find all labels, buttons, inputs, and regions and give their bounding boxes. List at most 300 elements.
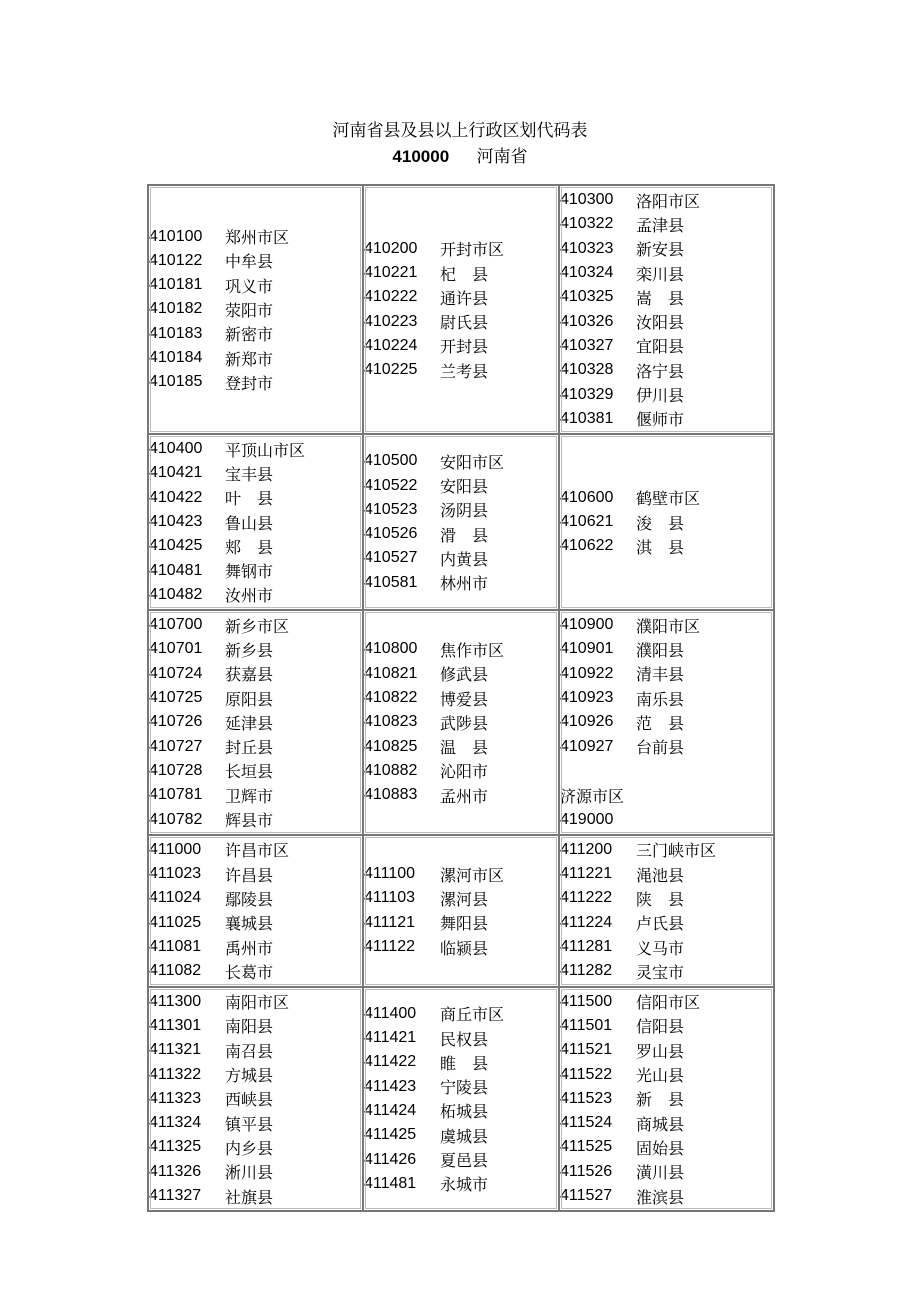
division-code: 411023 [149,865,202,883]
division-name: 尉氏县 [440,313,489,333]
city-cell [148,434,363,610]
division-code: 411522 [560,1065,613,1083]
division-code: 410182 [149,300,203,318]
division-code: 411000 [149,840,202,858]
division-code: 411300 [149,992,202,1010]
list-item [560,886,773,910]
list-item [560,613,773,637]
division-code: 410526 [364,525,418,543]
list-item [364,662,558,686]
division-name: 新密市 [225,325,274,345]
division-code: 410600 [560,488,614,506]
division-code: 410782 [149,810,203,828]
list-item [149,1038,362,1062]
division-code: 410222 [364,288,418,306]
division-name: 民权县 [440,1029,489,1049]
list-item [560,510,773,534]
division-name: 罗山县 [636,1041,685,1061]
list-item [149,273,362,297]
division-code: 410725 [149,689,203,707]
list-item [149,461,362,485]
division-code: 410423 [149,513,203,530]
division-name: 孟州市 [440,786,489,806]
division-name: 临颍县 [440,938,489,958]
list-item [149,249,362,273]
division-code: 411221 [560,865,613,883]
city-cell [559,434,774,610]
division-name: 原阳县 [225,689,274,709]
list-item [560,534,773,558]
division-code: 410581 [364,573,418,591]
division-name: 鹤壁市区 [636,489,701,509]
division-code: 411224 [560,913,613,931]
list-item [560,1160,773,1184]
division-code: 411400 [364,1004,417,1022]
division-code: 410621 [560,513,614,530]
division-name: 滑 县 [440,525,489,545]
list-item [560,407,773,431]
division-name: 睢 县 [440,1053,489,1073]
division-code: 411500 [560,992,613,1010]
division-name: 光山县 [636,1066,685,1086]
division-name: 开封市区 [440,240,505,260]
division-name: 长垣县 [225,762,274,782]
division-name: 漯河县 [440,889,489,909]
division-code: 410825 [364,737,418,755]
division-code: 410184 [149,349,203,367]
list-item [149,583,362,607]
division-name: 武陟县 [440,713,489,733]
division-name: 许昌县 [225,865,274,885]
division-code: 411324 [149,1114,202,1132]
list-item [364,546,558,570]
division-name: 宜阳县 [636,337,685,357]
list-item [364,911,558,935]
list-item [560,710,773,734]
list-item [364,783,558,807]
division-name: 淮滨县 [636,1187,685,1207]
division-code: 411301 [149,1016,202,1034]
division-code: 410329 [560,385,614,403]
document-title: 河南省县及县以上行政区划代码表 [332,121,588,141]
division-name: 登封市 [225,373,274,393]
list-item [149,510,362,534]
division-name: 三门峡市区 [636,841,717,861]
division-code: 411325 [149,1138,202,1156]
division-name: 许昌市区 [225,841,290,861]
list-item [560,212,773,236]
division-name: 封丘县 [225,738,274,758]
division-code: 410225 [364,361,418,379]
list-item [364,686,558,710]
list-item [364,886,558,910]
division-name: 通许县 [440,288,489,308]
division-code: 411281 [560,938,613,956]
division-code: 410724 [149,664,203,682]
list-item [149,1087,362,1111]
division-name: 舞钢市 [225,562,274,582]
division-name: 孟津县 [636,215,685,235]
division-code: 410328 [560,361,614,379]
list-item [364,1099,558,1123]
division-name: 洛阳市区 [636,191,701,211]
list-item [364,1147,558,1171]
list-item [364,498,558,522]
city-cell [559,987,774,1212]
division-name: 栾川县 [636,264,685,284]
division-code: 411282 [560,962,613,980]
division-code: 411327 [149,1187,202,1205]
list-item [560,783,773,807]
list-item [149,1160,362,1184]
list-item [560,334,773,358]
list-item [560,261,773,285]
city-cell [363,987,559,1212]
division-code: 411424 [364,1101,417,1119]
list-item [364,449,558,473]
list-item [364,334,558,358]
table-row [148,434,774,610]
division-code: 410325 [560,288,614,306]
division-code: 410726 [149,713,203,731]
division-name: 舞阳县 [440,914,489,934]
division-code: 410100 [149,227,203,245]
division-name: 开封县 [440,337,489,357]
division-name: 鲁山县 [225,513,274,533]
division-name: 柘城县 [440,1102,489,1122]
table-row [148,835,774,987]
division-name: 宝丰县 [225,464,274,484]
list-item [149,783,362,807]
division-name: 夏邑县 [440,1151,489,1171]
division-code: 410400 [149,440,203,458]
division-code: 411501 [560,1016,613,1034]
division-name: 潢川县 [636,1163,685,1183]
list-item [560,309,773,333]
division-code: 411423 [364,1077,417,1095]
division-code: 411326 [149,1162,202,1180]
division-name: 新乡市区 [225,616,290,636]
list-item [149,534,362,558]
division-name: 汤阴县 [440,501,489,521]
division-code: 419000 [560,810,614,828]
list-item [149,935,362,959]
division-code: 410122 [149,251,203,269]
division-code: 410422 [149,488,203,506]
list-item [149,370,362,394]
list-item [560,759,773,783]
list-item [560,188,773,212]
list-item [560,1038,773,1062]
division-code: 410324 [560,264,614,282]
division-code: 410327 [560,336,614,354]
list-item [149,1111,362,1135]
division-code: 411421 [364,1029,417,1047]
division-code: 410900 [560,616,614,634]
division-name: 焦作市区 [440,640,505,660]
division-code: 410224 [364,336,418,354]
division-name: 林州市 [440,574,489,594]
division-code: 410223 [364,312,418,330]
division-name: 长葛市 [225,962,274,982]
list-item [149,224,362,248]
division-code: 411122 [364,938,416,956]
list-item [364,473,558,497]
list-item [149,735,362,759]
division-code: 411025 [149,913,202,931]
division-code: 411526 [560,1162,613,1180]
division-name: 清丰县 [636,665,685,685]
division-name: 虞城县 [440,1126,489,1146]
list-item [560,911,773,935]
list-item [364,735,558,759]
list-item [560,358,773,382]
division-name: 平顶山市区 [225,440,306,460]
division-name: 宁陵县 [440,1078,489,1098]
division-code: 410927 [560,737,614,755]
list-item [149,990,362,1014]
list-item [149,662,362,686]
division-code: 410300 [560,191,614,209]
division-name: 内乡县 [225,1138,274,1158]
list-item [149,1014,362,1038]
division-name: 新 县 [636,1090,685,1110]
list-item [560,686,773,710]
division-name: 南阳市区 [225,993,290,1013]
division-code: 410381 [560,409,614,427]
division-code: 410821 [364,664,418,682]
division-code: 410322 [560,215,614,233]
list-item [364,710,558,734]
division-code: 410700 [149,616,203,634]
list-item [149,486,362,510]
division-name: 濮阳县 [636,640,685,660]
division-name: 汝州市 [225,586,274,606]
division-name: 台前县 [636,738,685,758]
division-name: 濮阳市区 [636,616,701,636]
list-item [364,1050,558,1074]
list-item [149,437,362,461]
list-item [364,759,558,783]
province-name: 河南省 [476,147,528,167]
division-code: 410323 [560,239,614,257]
division-code: 410622 [560,537,614,555]
division-code: 410883 [364,786,418,804]
list-item [364,1075,558,1099]
list-item [149,807,362,831]
list-item [560,382,773,406]
list-item [364,1123,558,1147]
division-name: 商城县 [636,1114,685,1134]
division-name: 叶 县 [225,489,274,509]
division-name: 卫辉市 [225,786,274,806]
division-code: 411100 [364,865,416,883]
list-item [364,358,558,382]
division-name: 禹州市 [225,938,274,958]
division-code: 410822 [364,689,418,707]
city-cell [559,835,774,987]
division-code: 411121 [364,913,416,931]
division-code: 410481 [149,561,203,579]
division-code: 411222 [560,889,613,907]
division-name: 偃师市 [636,410,685,430]
division-name: 郏 县 [225,537,274,557]
division-code: 411081 [149,938,202,956]
division-name: 获嘉县 [225,665,274,685]
division-name: 伊川县 [636,386,685,406]
division-code: 410823 [364,713,418,731]
list-item [149,686,362,710]
city-cell [363,185,559,434]
division-code: 411426 [364,1150,417,1168]
division-name: 安阳市区 [440,452,505,472]
division-code: 410701 [149,640,203,658]
list-item [364,935,558,959]
city-cell [559,185,774,434]
division-name: 社旗县 [225,1187,274,1207]
list-item [560,1062,773,1086]
division-code: 410200 [364,239,418,257]
division-name: 汝阳县 [636,313,685,333]
division-code: 411521 [560,1041,613,1059]
list-item [560,990,773,1014]
list-item [364,285,558,309]
division-code: 410882 [364,761,418,779]
list-item [149,1062,362,1086]
division-code: 411525 [560,1138,613,1156]
division-name: 南阳县 [225,1017,274,1037]
division-name: 新郑市 [225,349,274,369]
division-name: 嵩 县 [636,288,685,308]
division-code: 410800 [364,640,418,658]
city-cell [363,434,559,610]
division-name: 义马市 [636,938,685,958]
list-item [149,322,362,346]
division-name: 鄢陵县 [225,889,274,909]
list-item [149,558,362,582]
list-item [364,237,558,261]
division-name: 杞 县 [440,264,489,284]
list-item [149,613,362,637]
division-name: 信阳市区 [636,993,701,1013]
division-code: 410923 [560,689,614,707]
list-item [149,710,362,734]
list-item [560,237,773,261]
city-cell [148,185,363,434]
division-name: 沁阳市 [440,762,489,782]
division-name: 南召县 [225,1041,274,1061]
list-item [149,886,362,910]
division-code: 410500 [364,452,418,470]
division-name: 南乐县 [636,689,685,709]
division-code: 410181 [149,276,203,294]
list-item [560,662,773,686]
division-code: 411481 [364,1174,417,1192]
division-code: 410522 [364,476,418,494]
list-item [149,759,362,783]
city-cell [148,835,363,987]
division-name: 济源市区 [560,786,625,806]
city-cell [363,835,559,987]
division-code: 410326 [560,312,614,330]
division-name: 襄城县 [225,914,274,934]
city-cell [148,610,363,835]
city-cell [363,610,559,835]
division-name: 信阳县 [636,1017,685,1037]
division-code: 411523 [560,1089,613,1107]
division-name: 漯河市区 [440,865,505,885]
list-item [364,571,558,595]
division-code: 410482 [149,585,203,603]
division-code: 411524 [560,1114,613,1132]
division-name: 卢氏县 [636,914,685,934]
list-item [560,1111,773,1135]
table-row [148,987,774,1212]
list-item [364,1026,558,1050]
division-code: 410221 [364,264,418,282]
division-name: 浚 县 [636,513,685,533]
division-name: 新安县 [636,240,685,260]
list-item [560,935,773,959]
division-code: 411103 [364,889,416,907]
list-item [149,911,362,935]
division-name: 兰考县 [440,361,489,381]
list-item [149,297,362,321]
division-code: 410781 [149,786,203,804]
division-name: 商丘市区 [440,1005,505,1025]
list-item [364,1172,558,1196]
city-cell [559,610,774,835]
division-code: 411425 [364,1126,417,1144]
list-item [560,838,773,862]
list-item [364,637,558,661]
division-name: 淅川县 [225,1163,274,1183]
city-cell [148,987,363,1212]
division-code-table [147,184,775,1212]
division-name: 郑州市区 [225,228,290,248]
division-code: 411323 [149,1089,202,1107]
division-name: 渑池县 [636,865,685,885]
division-name: 内黄县 [440,549,489,569]
division-code: 411082 [149,962,202,980]
division-code: 410901 [560,640,614,658]
division-code: 411322 [149,1065,202,1083]
division-name: 固始县 [636,1138,685,1158]
division-code: 410527 [364,549,418,567]
division-name: 辉县市 [225,811,274,831]
list-item [560,486,773,510]
division-name: 灵宝市 [636,962,685,982]
list-item [149,862,362,886]
list-item [560,1184,773,1208]
list-item [560,1014,773,1038]
division-code: 411422 [364,1053,417,1071]
list-item [149,637,362,661]
division-code: 411200 [560,840,613,858]
table-row [148,610,774,835]
list-item [149,1184,362,1208]
list-item [364,309,558,333]
division-name: 巩义市 [225,276,274,296]
division-name: 淇 县 [636,537,685,557]
list-item [149,838,362,862]
division-name: 镇平县 [225,1114,274,1134]
list-item [149,1135,362,1159]
division-name: 温 县 [440,738,489,758]
division-code: 411527 [560,1187,613,1205]
division-code: 411024 [149,889,202,907]
division-name: 洛宁县 [636,361,685,381]
